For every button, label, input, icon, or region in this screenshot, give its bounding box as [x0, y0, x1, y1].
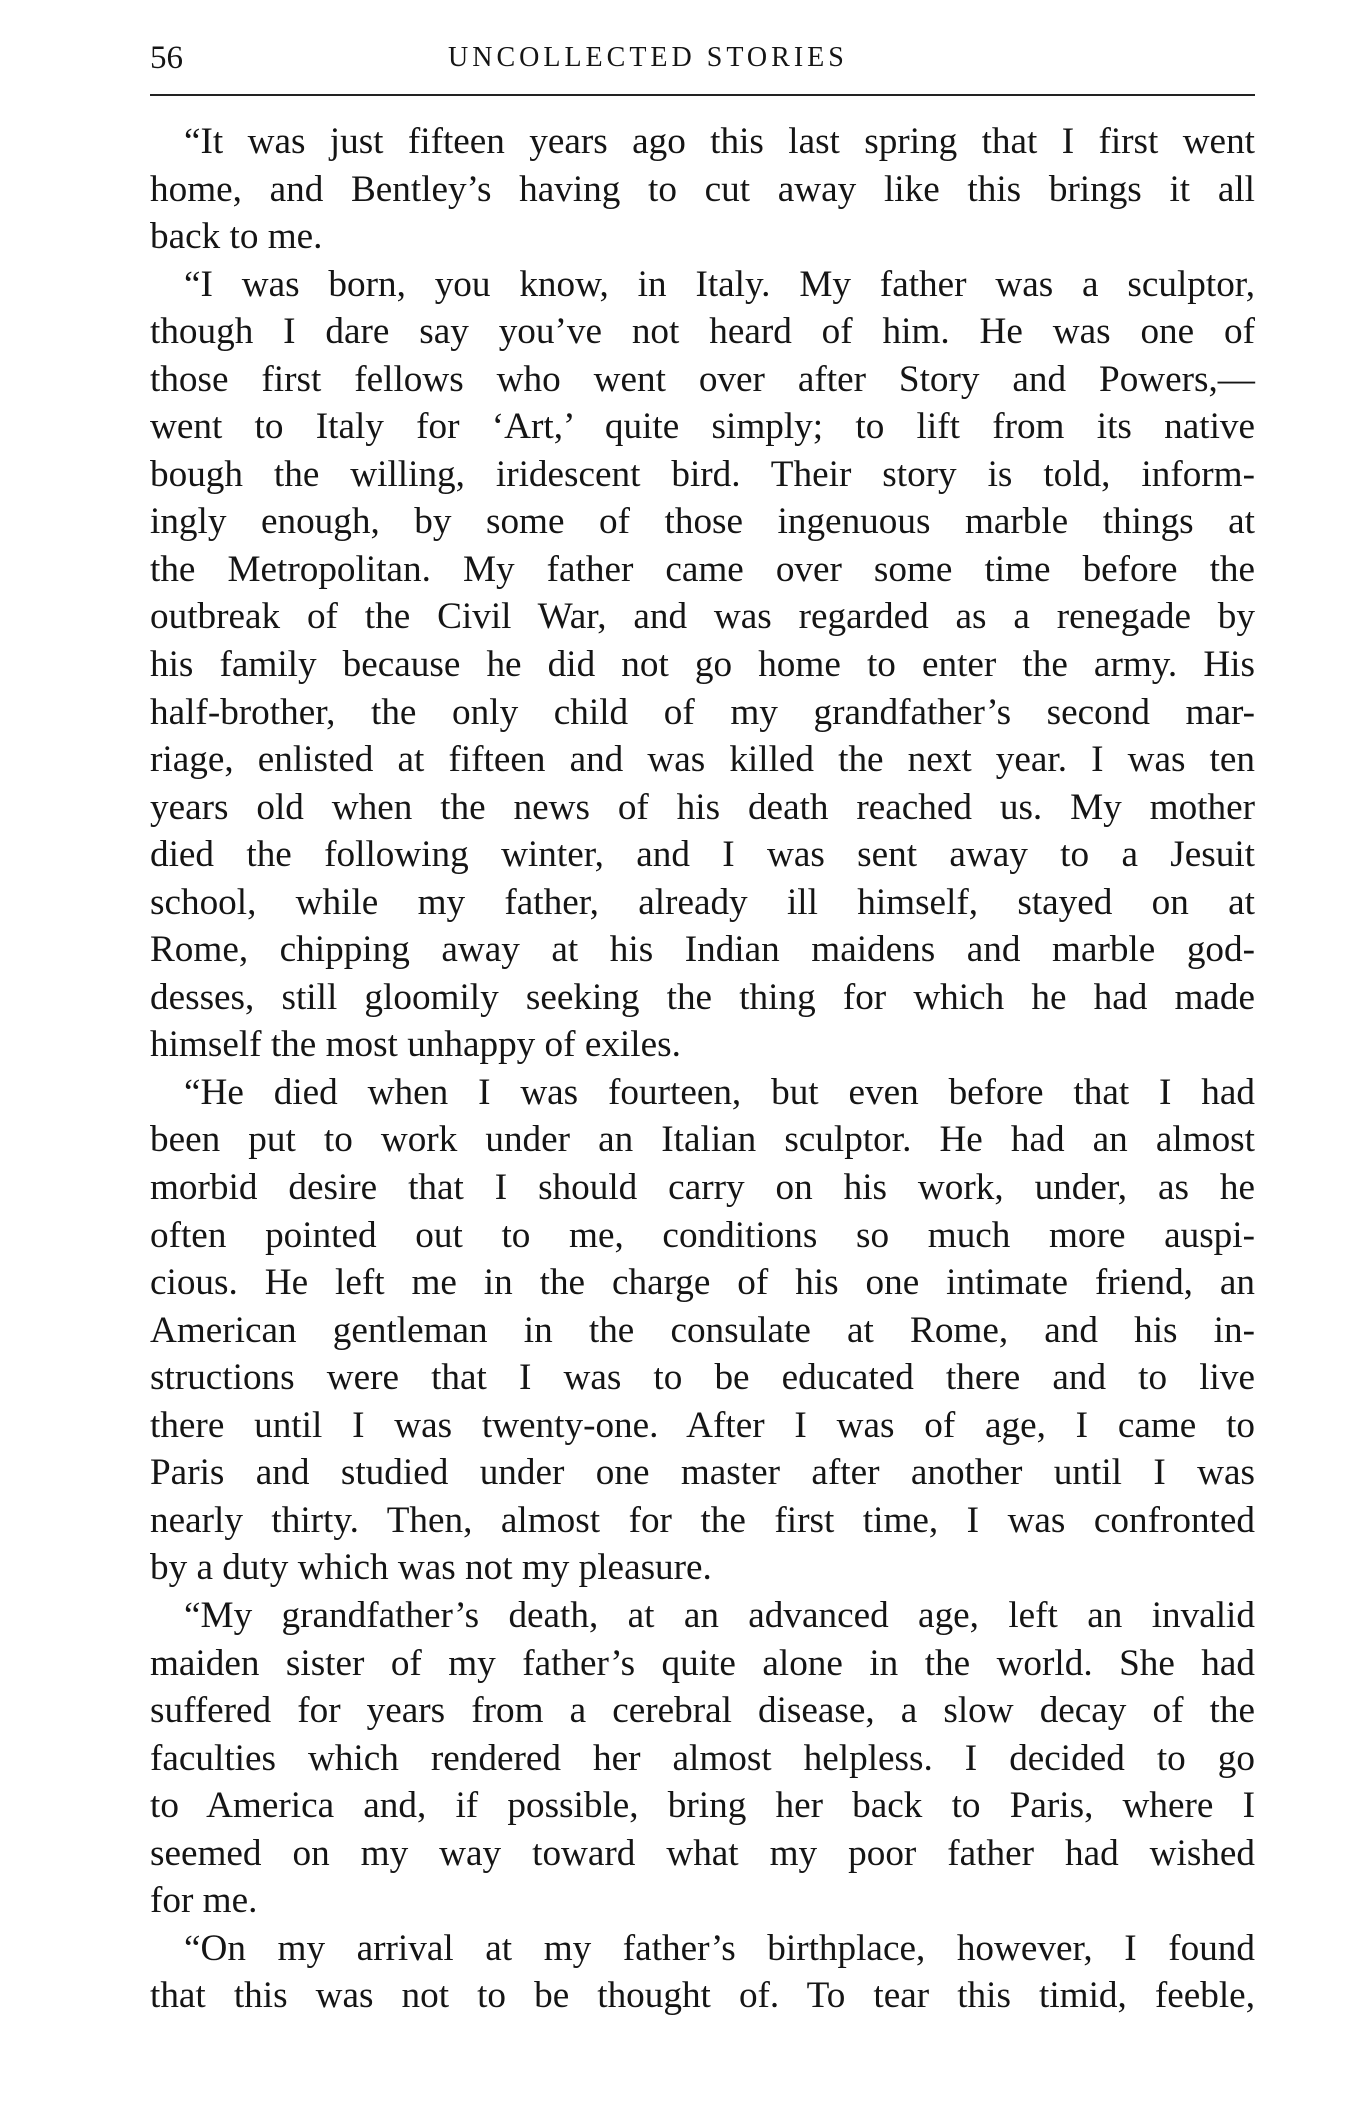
page-number: 56 [150, 40, 183, 76]
text-line: home, and Bentley’s having to cut away like this brings it all [150, 168, 1255, 210]
text-line: suffered for years from a cerebral disease, a slow decay of the [150, 1690, 1255, 1732]
text-line: faculties which rendered her almost helpless. I decided to go [150, 1737, 1255, 1779]
text-line: “I was born, you know, in Italy. My father was a sculptor, [184, 263, 1255, 305]
text-line: that this was not to be thought of. To tear this timid, feeble, [150, 1975, 1255, 2017]
running-title: UNCOLLECTED STORIES [448, 42, 848, 73]
text-line: outbreak of the Civil War, and was regarded as a renegade by [150, 596, 1255, 638]
text-line: morbid desire that I should carry on his work, under, as he [150, 1167, 1255, 1209]
text-line: back to me. [150, 216, 323, 258]
text-line: by a duty which was not my pleasure. [150, 1547, 712, 1589]
text-line: desses, still gloomily seeking the thing for which he had made [150, 976, 1255, 1018]
book-page [150, 40, 1255, 2017]
text-line: “My grandfather’s death, at an advanced age, left an invalid [184, 1594, 1255, 1636]
text-line: to America and, if possible, bring her back to Paris, where I [150, 1785, 1255, 1827]
text-line: seemed on my way toward what my poor father had wished [150, 1832, 1255, 1874]
text-line: for me. [150, 1880, 258, 1922]
text-line: bough the willing, iridescent bird. Their story is told, inform- [150, 453, 1255, 495]
header-rule [150, 94, 1255, 96]
text-line: been put to work under an Italian sculptor. He had an almost [150, 1119, 1255, 1161]
text-line: went to Italy for ‘Art,’ quite simply; to lift from its native [150, 406, 1255, 448]
text-line: ingly enough, by some of those ingenuous marble things at [150, 501, 1255, 543]
text-line: nearly thirty. Then, almost for the first time, I was confronted [150, 1499, 1255, 1541]
text-line: those first fellows who went over after Story and Powers,— [150, 358, 1255, 400]
story-text [150, 118, 1255, 2020]
text-line: Paris and studied under one master after another until I was [150, 1452, 1255, 1494]
text-line: himself the most unhappy of exiles. [150, 1024, 681, 1066]
text-line: though I dare say you’ve not heard of him. He was one of [150, 311, 1255, 353]
text-line: riage, enlisted at fifteen and was killed the next year. I was ten [150, 739, 1255, 781]
text-line: maiden sister of my father’s quite alone in the world. She had [150, 1642, 1255, 1684]
text-line: died the following winter, and I was sent away to a Jesuit [150, 834, 1255, 876]
text-line: his family because he did not go home to enter the army. His [150, 644, 1255, 686]
text-line: structions were that I was to be educated there and to live [150, 1357, 1255, 1399]
text-line: “He died when I was fourteen, but even before that I had [184, 1071, 1255, 1113]
text-line: American gentleman in the consulate at Rome, and his in- [150, 1309, 1255, 1351]
text-line: there until I was twenty-one. After I was of age, I came to [150, 1404, 1255, 1446]
text-line: “It was just fifteen years ago this last spring that I first went [184, 121, 1255, 162]
text-line: half-brother, the only child of my grandfather’s second mar- [150, 691, 1255, 733]
text-line: cious. He left me in the charge of his one intimate friend, an [150, 1262, 1255, 1304]
text-line: years old when the news of his death reached us. My mother [150, 786, 1255, 828]
text-line: Rome, chipping away at his Indian maidens and marble god- [150, 929, 1255, 971]
text-line: the Metropolitan. My father came over some time before the [150, 548, 1255, 590]
text-line: school, while my father, already ill himself, stayed on at [150, 881, 1255, 923]
running-head [150, 40, 1255, 88]
text-line: often pointed out to me, conditions so much more auspi- [150, 1214, 1255, 1256]
text-line: “On my arrival at my father’s birthplace, however, I found [184, 1927, 1255, 1969]
